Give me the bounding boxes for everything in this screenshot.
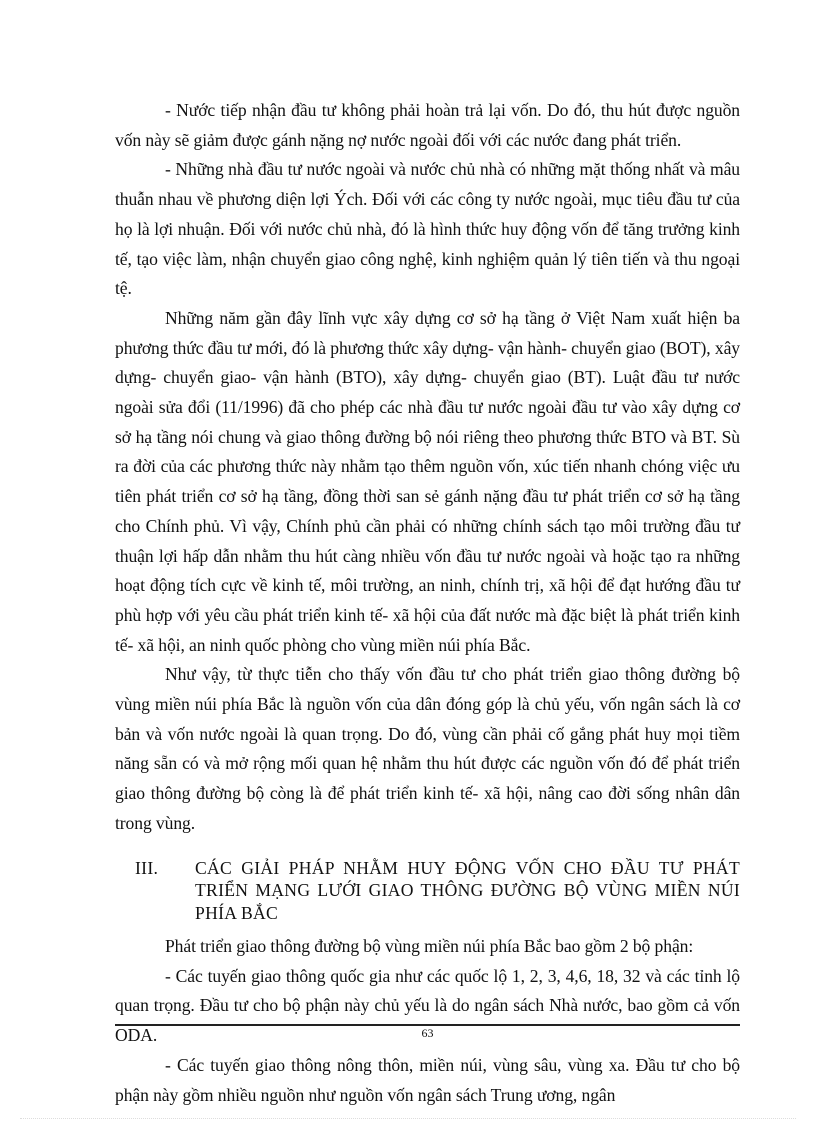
page-bottom-edge (20, 1118, 796, 1119)
paragraph-national-routes: - Các tuyến giao thông quốc gia như các quốc lộ 1, 2, 3, 4,6, 18, 32 và các tỉnh lộ quan trọng. Đầu tư cho bộ phận này chủ yếu là do ngân sách Nhà nước, bao gồm cả vốn ODA. (115, 965, 740, 1046)
paragraph-conclusion: Như vậy, từ thực tiễn cho thấy vốn đầu tư cho phát triển giao thông đường bộ vùng miền núi phía Bắc là nguồn vốn của dân đóng góp là chủ yếu, vốn ngân sách là cơ bản và vốn nước ngoài là quan trọng. Do đó, vùng cần phải cố gắng phát huy mọi tiềm năng sẵn có và mở rộng mối quan hệ nhằm thu hút được các nguồn vốn đó để phát triển giao thông đường bộ còng là để phát triển kinh tế- xã hội, nâng cao đời sống nhân dân trong vùng. (115, 664, 740, 833)
paragraph-mutual-interests: - Những nhà đầu tư nước ngoài và nước chủ nhà có những mặt thống nhất và mâu thuẫn nhau về phương diện lợi Ých. Đối với các công ty nước ngoài, mục tiêu đầu tư của họ là lợi nhuận. Đối với nước chủ nhà, đó là hình thức huy động vốn để tăng trưởng kinh tế, tạo việc làm, nhận chuyển giao công nghệ, kinh nghiệm quản lý tiên tiến và thu ngoại tệ. (115, 159, 740, 299)
paragraph-two-parts: Phát triển giao thông đường bộ vùng miền núi phía Bắc bao gồm 2 bộ phận: (165, 936, 694, 957)
page-number: 63 (421, 1026, 434, 1040)
document-body (115, 96, 740, 1110)
section-heading-text: CÁC GIẢI PHÁP NHẰM HUY ĐỘNG VỐN CHO ĐẦU TƯ PHÁT TRIỂN MẠNG LƯỚI GIAO THÔNG ĐƯỜNG BỘ VÙNG MIỀN NÚI PHÍA BẮC (195, 857, 740, 923)
section-heading-number: III. (135, 857, 159, 878)
paragraph-rural-routes: - Các tuyến giao thông nông thôn, miền núi, vùng sâu, vùng xa. Đầu tư cho bộ phận này gồm nhiều nguồn như nguồn vốn ngân sách Trung ương, ngân (115, 1054, 740, 1105)
paragraph-new-investment-methods: Những năm gần đây lĩnh vực xây dựng cơ sở hạ tầng ở Việt Nam xuất hiện ba phương thức đầu tư mới, đó là phương thức xây dựng- vận hành- chuyển giao (BOT), xây dựng- chuyển giao- vận hành (BTO), xây dựng- chuyển giao (BT). Luật đầu tư nước ngoài sửa đổi (11/1996) đã cho phép các nhà đầu tư nước ngoài đầu tư vào xây dựng cơ sở hạ tầng nói chung và giao thông đường bộ nói riêng theo phương thức BTO và BT. Sù ra đời của các phương thức này nhằm tạo thêm nguồn vốn, xúc tiến nhanh chóng việc ưu tiên phát triển cơ sở hạ tầng, đồng thời san sẻ gánh nặng đầu tư phát triển cơ sở hạ tầng cho Chính phủ. Vì vậy, Chính phủ cần phải có những chính sách tạo môi trường đầu tư thuận lợi hấp dẫn nhằm thu hút càng nhiều vốn đầu tư nước ngoài và hoặc tạo ra những hoạt động tích cực về kinh tế, môi trường, an ninh, chính trị, xã hội để đạt hướng đầu tư phù hợp với yêu cầu phát triển kinh tế- xã hội của đất nước mà đặc biệt là phát triển kinh tế- xã hội, an ninh quốc phòng cho vùng miền núi phía Bắc. (115, 307, 740, 655)
paragraph-no-repayment: - Nước tiếp nhận đầu tư không phải hoàn trả lại vốn. Do đó, thu hút được nguồn vốn này sẽ giảm được gánh nặng nợ nước ngoài đối với các nước đang phát triển. (115, 100, 740, 150)
section-heading (115, 857, 740, 925)
